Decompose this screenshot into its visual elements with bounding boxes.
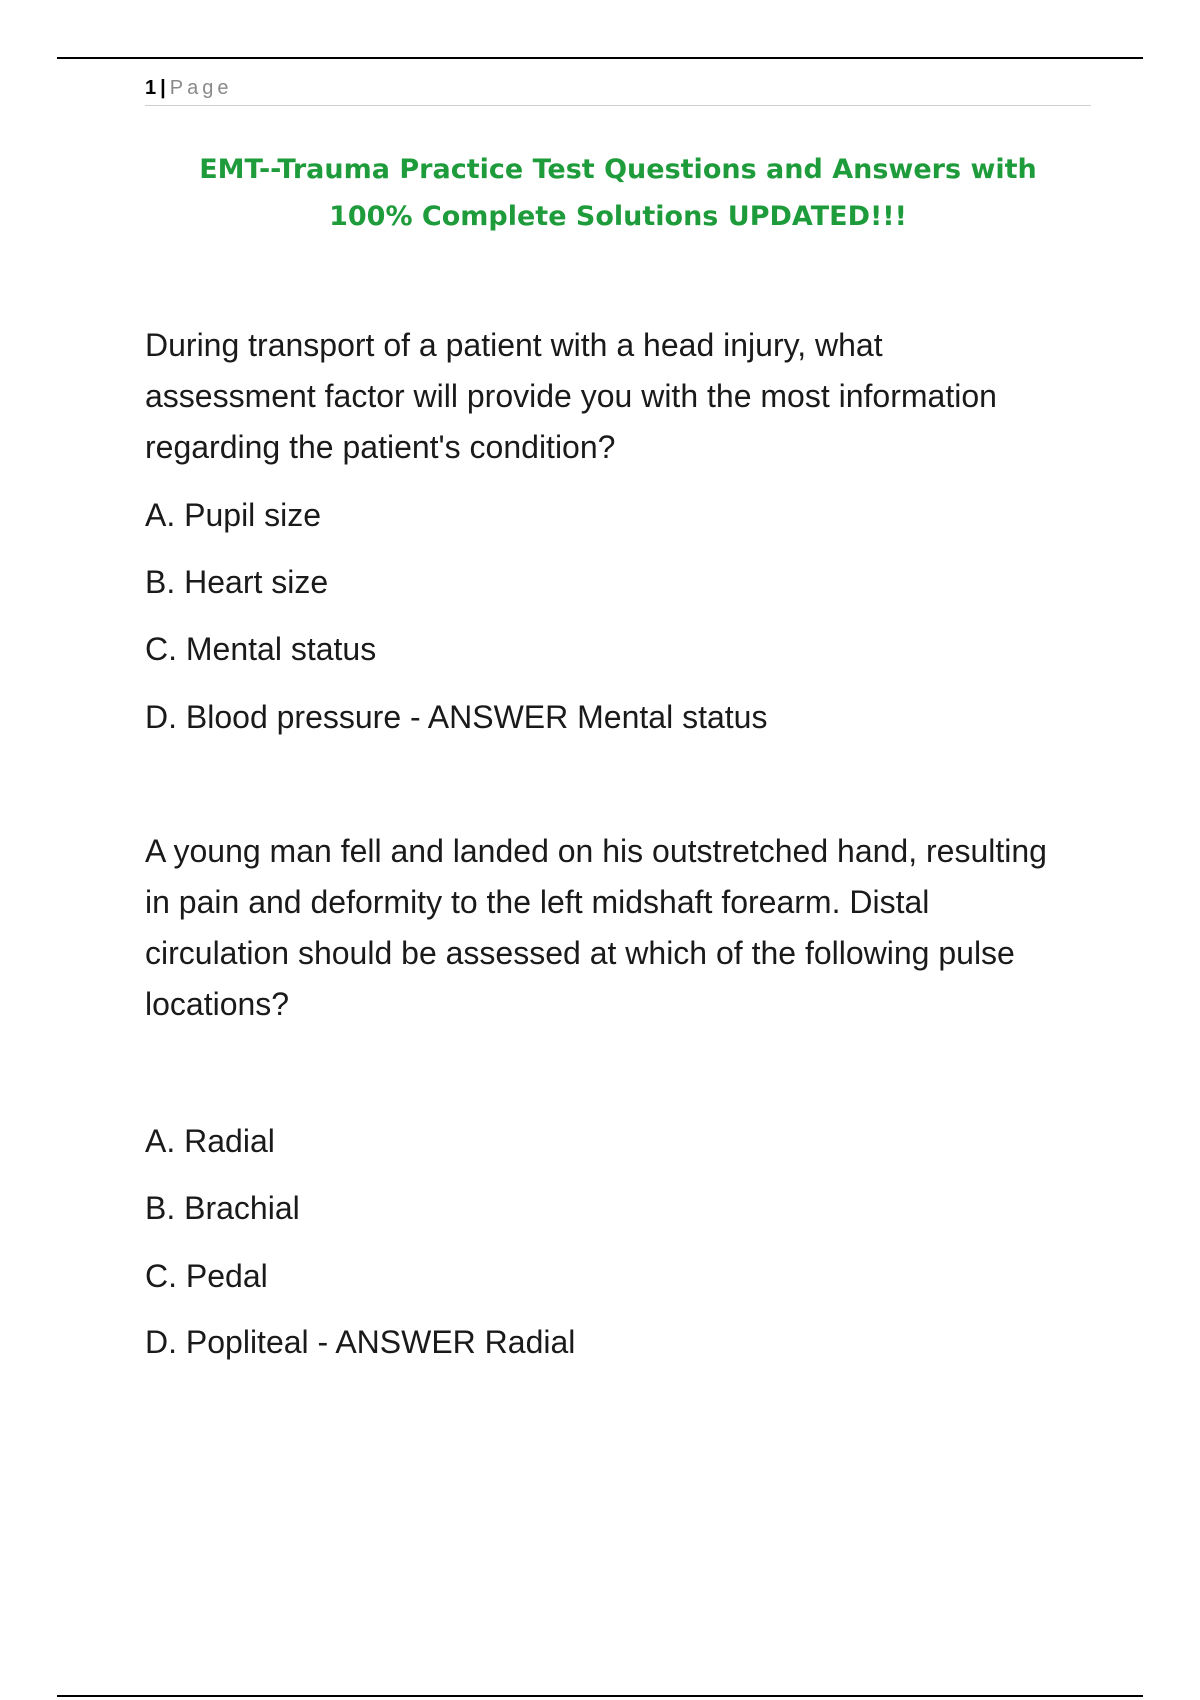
question-2-line-3: circulation should be assessed at which of the following pulse bbox=[145, 935, 1015, 971]
question-1-text bbox=[145, 320, 1105, 473]
question-2-option-c bbox=[145, 1256, 1105, 1296]
document-title bbox=[145, 146, 1091, 240]
option-text: C. Mental status bbox=[145, 631, 377, 667]
top-rule bbox=[57, 57, 1143, 59]
question-2-option-a bbox=[145, 1121, 1105, 1161]
option-text: D. Blood pressure - ANSWER Mental status bbox=[145, 699, 768, 735]
question-2-option-b bbox=[145, 1188, 1105, 1228]
option-text: C. Pedal bbox=[145, 1258, 268, 1294]
question-1-option-c bbox=[145, 629, 1105, 669]
option-text: A. Radial bbox=[145, 1123, 275, 1159]
option-text: A. Pupil size bbox=[145, 497, 322, 533]
question-2-option-d-answer bbox=[145, 1322, 1105, 1362]
question-1-line-2: assessment factor will provide you with the most information bbox=[145, 378, 997, 414]
question-2-line-2: in pain and deformity to the left midshaft forearm. Distal bbox=[145, 884, 930, 920]
question-1-line-1: During transport of a patient with a head injury, what bbox=[145, 327, 883, 363]
option-text: B. Heart size bbox=[145, 564, 329, 600]
page-label: Page bbox=[169, 77, 233, 99]
question-1-line-3: regarding the patient's condition? bbox=[145, 429, 616, 465]
question-2-line-4: locations? bbox=[145, 986, 290, 1022]
page-separator: | bbox=[160, 77, 166, 99]
bottom-rule bbox=[57, 1695, 1143, 1697]
page-number: 1 bbox=[145, 77, 157, 99]
question-2-text bbox=[145, 826, 1105, 1030]
page-header bbox=[145, 73, 1091, 106]
question-2-line-1: A young man fell and landed on his outstretched hand, resulting bbox=[145, 833, 1047, 869]
question-1-option-a bbox=[145, 495, 1105, 535]
title-line-2: 100% Complete Solutions UPDATED!!! bbox=[329, 201, 907, 232]
title-line-1: EMT--Trauma Practice Test Questions and Answers with bbox=[199, 154, 1037, 185]
option-text: D. Popliteal - ANSWER Radial bbox=[145, 1324, 576, 1360]
option-text: B. Brachial bbox=[145, 1190, 300, 1226]
question-1-option-d-answer bbox=[145, 697, 1105, 737]
question-1-option-b bbox=[145, 562, 1105, 602]
